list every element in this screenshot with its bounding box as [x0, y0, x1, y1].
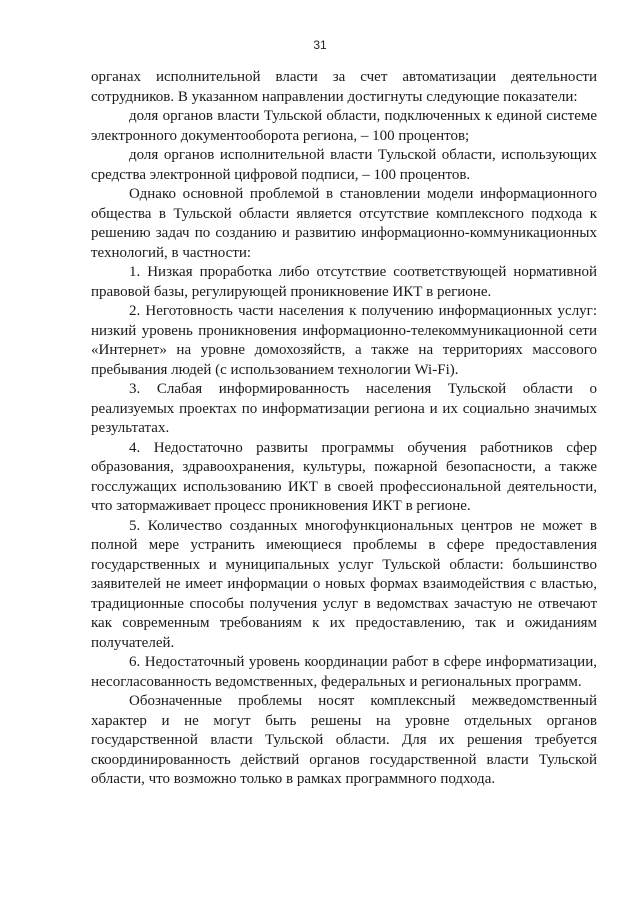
- paragraph-conclusion: Обозначенные проблемы носят комплексный межведомственный характер и не могут быть решены на уровне отдельных органов государственной власти Тульской области. Для их решения требуется скоординированность действий органов государственной власти Тульской области, что возможно только в рамках программного подхода.: [91, 693, 597, 787]
- paragraph-indicator-edms: доля органов власти Тульской области, подключенных к единой системе электронного документооборота региона, – 100 процентов;: [91, 108, 597, 144]
- page-number: 31: [313, 38, 327, 52]
- paragraph-continuation: органах исполнительной власти за счет автоматизации деятельности сотрудников. В указанном направлении достигнуты следующие показатели:: [91, 69, 597, 105]
- list-item-4: 4. Недостаточно развиты программы обучения работников сфер образования, здравоохранения, культуры, пожарной безопасности, а также госслужащих использованию ИКТ в своей профессиональной деятельности, что затормаживает процесс проникновения ИКТ в регионе.: [91, 439, 597, 514]
- list-item-5: 5. Количество созданных многофункциональных центров не может в полной мере устранить имеющиеся проблемы в сфере предоставления государственных и муниципальных услуг Тульской области: большинство заявителей не имеет информации о новых формах взаимодействия с властью, традиционные способы получения услуг в ведомствах зачастую не отвечают как современным требованиям к их предоставлению, так и ожиданиям получателей.: [91, 517, 597, 651]
- document-body: [91, 68, 597, 790]
- list-item-6: 6. Недостаточный уровень координации работ в сфере информатизации, несогласованность ведомственных, федеральных и региональных программ.: [91, 654, 597, 690]
- list-item-1: 1. Низкая проработка либо отсутствие соответствующей нормативной правовой базы, регулирующей проникновение ИКТ в регионе.: [91, 264, 597, 300]
- list-item-2: 2. Неготовность части населения к получению информационных услуг: низкий уровень проникновения информационно-телекоммуникационной сети «Интернет» на уровне домохозяйств, а также на территориях массового пребывания людей (с использованием технологии Wi-Fi).: [91, 303, 597, 378]
- paragraph-indicator-signature: доля органов исполнительной власти Тульской области, использующих средства электронной цифровой подписи, – 100 процентов.: [91, 147, 597, 183]
- list-item-3: 3. Слабая информированность населения Тульской области о реализуемых проектах по информатизации региона и их социально значимых результатах.: [91, 381, 597, 436]
- paragraph-main-problem: Однако основной проблемой в становлении модели информационного общества в Тульской области является отсутствие комплексного подхода к решению задач по созданию и развитию информационно-коммуникационных технологий, в частности:: [91, 186, 597, 261]
